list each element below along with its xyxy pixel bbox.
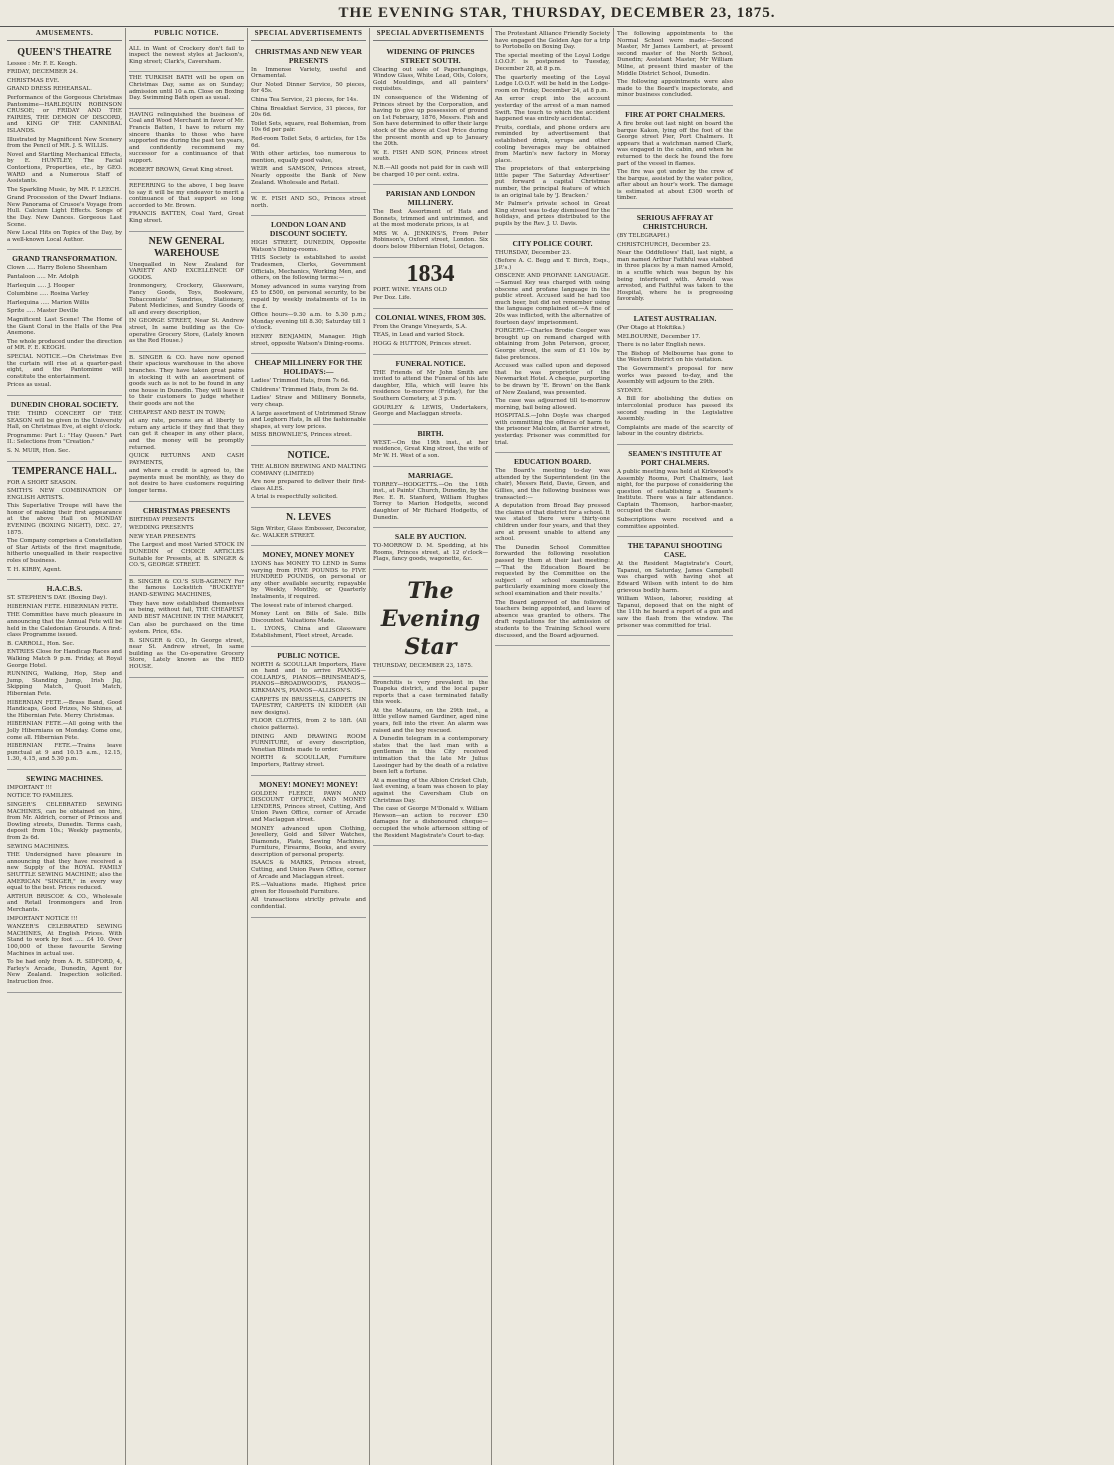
text-paragraph: NEW YEAR PRESENTS (129, 533, 196, 540)
text-paragraph: B. SINGER & CO., In George street, near St. Andrew street, In same building as the Co-operative Grocery Store, Lately known as the RED HOUSE. (129, 637, 244, 670)
text-paragraph: THE TURKISH BATH will be open on Christmas Day, same as on Sunday; admission until 10 a.m. Close on Boxing Day. Swimming Bath open as usual. (129, 75, 244, 102)
text-paragraph: Unequalled in New Zealand for VARIETY AND EXCELLENCE OF GOODS. (129, 261, 244, 281)
text-paragraph: Illustrated by Magnificent New Scenery from the Pencil of MR. J. S. WILLIS. (7, 136, 122, 150)
text-paragraph: TEAS, in Lead and varied Stock. (373, 332, 465, 339)
text-paragraph: MISS BROWNLIE'S, Princes street. (251, 432, 352, 439)
text-paragraph: and where a credit is agreed to, the payments must be monthly, as they do not desire to have customers requiring longer terms. (129, 468, 244, 495)
text-paragraph: Accused was called upon and deposed that he was proprietor of the Newmarket Hotel. A cheque, purporting to be drawn by 'E. Brown' on the Bank of New Zealand, was presented. (495, 363, 610, 396)
advertisement-block (129, 352, 244, 502)
text-paragraph: THE THIRD CONCERT OF THE SEASON will be given in the University Hall, on Christmas Eve, at eight o'clock. (7, 410, 122, 431)
text-paragraph: SPECIAL NOTICE.—On Christmas Eve the curtain will rise at a quarter-past eight, and the Pantomime will constitute the entertainment. (7, 353, 122, 380)
advertisement-title: BIRTH. (417, 428, 444, 438)
advertisement-body (251, 378, 366, 439)
text-paragraph: TO-MORROW D. M. Spedding, at his Rooms, Princes street, at 12 o'clock—Flags, fancy goods, wagonette, &c. (373, 543, 488, 563)
advertisement-body (251, 662, 366, 769)
text-paragraph: Columbine ..... Rosina Varley (7, 291, 89, 298)
advertisement-block (373, 185, 488, 258)
text-paragraph: WANZER'S CELEBRATED SEWING MACHINES, At English Prices. With Stand to work by foot ..... £4 10. Over 100,000 of these favourite Sewing Machines in actual use. (7, 924, 122, 957)
text-paragraph: LYONS has MONEY TO LEND in Sums varying from FIVE POUNDS to FIVE HUNDRED POUNDS, on personal or any other available security, repayable by Weekly, Monthly, or Quarterly Instalments, if required. (251, 561, 366, 601)
advertisement-title: SEAMEN'S INSTITUTE AT PORT CHALMERS. (628, 448, 722, 467)
text-paragraph: The Company comprises a Constellation of Star Artists of the first magnitude, hitherto unequalled in their respective roles of business. (7, 538, 122, 565)
advertisement-body (617, 469, 733, 530)
text-paragraph: They have now established themselves as being, without fail, THE CHEAPEST AND BEST MACHINE IN THE MARKET, (129, 600, 244, 620)
advertisement-title: PARISIAN AND LONDON MILLINERY. (385, 189, 476, 208)
advertisement-block (7, 396, 122, 462)
text-paragraph: NORTH & SCOULLAR, Furniture Importers, Rattray street. (251, 755, 366, 768)
text-paragraph: WEST.—On the 19th inst., at her residence, Great King street, the wife of Mr W. H. West of a son. (373, 439, 488, 459)
text-paragraph: T. H. KIRBY, Agent. (7, 566, 62, 573)
text-paragraph: CHEAPEST AND BEST IN TOWN; (129, 409, 226, 416)
text-paragraph: W. E. FISH AND SON, Princes street south. (373, 149, 488, 163)
text-paragraph: Bronchitis is very prevalent in the Tuapeka district, and the local paper reports that a case terminated fatally this week. (373, 679, 488, 706)
text-paragraph: A fire broke out last night on board the barque Kakon, lying off the foot of the George street Pier, Port Chalmers. It appears that a watchman named Clark, was engaged in the cabin, and when he returned to the deck he found the fore part of the vessel in flames. (617, 120, 733, 167)
text-paragraph: In Immense Variety, useful and Ornamental. (251, 66, 366, 80)
text-paragraph: GRAND DRESS REHEARSAL. (7, 86, 92, 93)
text-paragraph: Mr Palmer's private school in Great King street was to-day dismissed for the holidays, and prizes distributed to the pupils by the Rev. J. U. Davis. (495, 201, 610, 228)
advertisement-block (251, 446, 366, 508)
text-paragraph: FORGERY.—Charles Brodie Cooper was brought up on remand charged with obtaining from John Peterson, grocer, George street, the sum of £1 10s by false pretences. (495, 328, 610, 361)
text-paragraph: FRANCIS BATTEN, Coal Yard, Great King street. (129, 211, 244, 225)
text-paragraph: The special meeting of the Loyal Lodge I.O.O.F. is postponed to Tuesday, December 28, at 8 p.m. (495, 52, 610, 72)
advertisement-body (129, 75, 244, 101)
advertisement-title: H.A.C.B.S. (46, 584, 83, 594)
advertisement-body (129, 579, 244, 671)
text-paragraph: SYDNEY. (617, 387, 643, 394)
advertisement-title: LATEST AUSTRALIAN. (633, 314, 717, 323)
advertisement-block (373, 677, 488, 847)
text-paragraph: The Dunedin School Committee forwarded the following resolution passed by them at their last meeting:—'That the Education Board be requested by the Committee on the subject of school examinations, particularly examining more closely the school examination and their results.' (495, 544, 610, 597)
text-paragraph: HOGG & HUTTON, Princes street. (373, 341, 472, 348)
advertisement-block (617, 445, 733, 537)
advertisement-body (373, 209, 488, 251)
advertisement-block (129, 43, 244, 73)
text-paragraph: A Dunedin telegram in a contemporary states that the last man with a gentleman in this City received intimation that the late Mr Julius Lassinger had by the death of a relative been left a fortune. (373, 736, 488, 776)
text-paragraph: Grand Procession of the Dwarf Indians. New Panorama of Crusoe's Voyage from Hull. Calcium Light Effects. Songs of the Day. New Dances. Gorgeous Last Scene. (7, 195, 122, 228)
advertisement-title: NEW GENERAL WAREHOUSE (148, 235, 225, 259)
text-paragraph: The Board approved of the following teachers being appointed, and leave of absence was granted to others. The draft regulations for the admission of students to the Training School were discussed, and the Board adjourned. (495, 599, 610, 639)
text-paragraph: THURSDAY, December 23. (495, 249, 571, 256)
text-paragraph: CARPETS IN BRUSSELS, CARPETS IN TAPESTRY, CARPETS IN KIDDER (All new designs). (251, 696, 366, 716)
text-paragraph: REFERRING to the above, I beg leave to say it will be my endeavor to merit a continuance of that support so long accorded to Mr. Brown. (129, 183, 244, 209)
advertisement-body (373, 663, 488, 670)
advertisement-body (495, 250, 610, 447)
advertisement-title: THE TAPANUI SHOOTING CASE. (627, 541, 723, 560)
text-paragraph: The following appointments to the Normal School were made:—Second Master, Mr James Lambert, at present second master of the North School, Dunedin; Assistant Master, Mr William Milne, at present third master of the Middle District School, Dunedin. (617, 31, 733, 77)
text-paragraph: Our Noted Dinner Service, 50 pieces, for 45s. (251, 81, 366, 95)
text-paragraph: Harlequina ..... Marion Willis (7, 299, 90, 306)
text-paragraph: The case was adjourned till to-morrow morning, bail being allowed. (495, 398, 610, 411)
text-paragraph: ENTRIES Close for Handicap Races and Walking Match 9 p.m. Friday, at Royal George Hotel. (7, 649, 122, 669)
text-paragraph: The Sparkling Music, by MR. F. LEECH. (7, 186, 121, 193)
advertisement-block (251, 43, 366, 194)
text-paragraph: IMPORTANT NOTICE !!! (7, 915, 78, 922)
advertisement-block (373, 570, 488, 677)
text-paragraph: THIS Society is established to assist Tradesmen, Clerks, Government Officials, Mechanics, Working Men, and others, on the following terms:— (251, 255, 366, 282)
text-paragraph: NORTH & SCOULLAR Importers, Have on hand and to arrive PIANOS—COLLARD'S, PIANOS—BRINSMEAD'S, PIANOS—BROADWOOD'S, PIANOS—KIRKMAN'S, PIANOS—ALLISON'S. (251, 661, 366, 694)
text-paragraph: SEWING MACHINES. (7, 843, 70, 850)
text-paragraph: CHRISTCHURCH, December 23. (617, 241, 711, 248)
advertisement-block (129, 180, 244, 232)
text-paragraph: ISAACS & MARKS, Princes street, Cutting, and Union Pawn Office, corner of Arcade and Maclaggan street. (251, 860, 366, 880)
advertisement-body (373, 370, 488, 418)
advertisement-block (251, 776, 366, 918)
column-heading: AMUSEMENTS. (7, 28, 122, 41)
text-paragraph: Near the Oddfellows' Hall, last night, a man named Arthur Faithful was stabbed in three places by a man named Arnold, in a scuffle which was begun by his being interfered with. Arnold was arrested, and Faithful was taken to the Hospital, where he is progressing favorably. (617, 250, 733, 303)
advertisement-block (373, 355, 488, 425)
advertisement-body (251, 67, 366, 187)
text-paragraph: Novel and Startling Mechanical Effects, by E. HUNTLEY; The Facial Contortions, Properties, etc., by GEO. WARD and a Numerous Staff of Assistants. (7, 151, 122, 185)
text-paragraph: The fire was got under by the crew of the barque, assisted by the water police, after about an hour's work. The damage is estimated at about £300 worth of timber. (617, 169, 733, 202)
advertisement-title: FUNERAL NOTICE. (395, 358, 466, 368)
column-3 (248, 28, 370, 1465)
text-paragraph: HOSPITALS.—John Doyle was charged with committing the offence of harm to the prisoner Malcolm, at Barrier street, yesterday. Prisoner was committed for trial. (495, 413, 610, 446)
text-paragraph: The Board's meeting to-day was attended by the Superintendent (in the chair), Messrs Reid, Davie, Green, and Gillies, and the following business was transacted:— (495, 468, 610, 501)
advertisement-block (373, 425, 488, 467)
advertisement-body (251, 791, 366, 911)
text-paragraph: The lowest rate of interest charged. (251, 602, 353, 609)
text-paragraph: The quarterly meeting of the Loyal Lodge I.O.O.F. will be held in the Lodge-room on Friday, December 24, at 8 p.m. (495, 74, 610, 94)
text-paragraph: The Bishop of Melbourne has gone to the Western District on his visitation. (617, 350, 733, 364)
column-4 (370, 28, 492, 1465)
text-paragraph: (BY TELEGRAPH.) (617, 233, 670, 240)
advertisement-block (495, 28, 610, 235)
column-6 (614, 28, 736, 1465)
text-paragraph: To be had only from A. R. SIDFORD, 4, Farley's Arcade, Dunedin, Agent for New Zealand. Inspection solicited. Instruction free. (7, 959, 122, 985)
column-1 (4, 28, 126, 1465)
text-paragraph: ST. STEPHEN'S DAY. (Boxing Day). (7, 595, 108, 602)
advertisement-title: CITY POLICE COURT. (512, 238, 593, 248)
text-paragraph: With other articles, too numerous to mention, equally good value, (251, 151, 366, 164)
text-paragraph: SMITH'S NEW COMBINATION OF ENGLISH ARTISTS. (7, 488, 122, 501)
advertisement-title: TEMPERANCE HALL. (12, 465, 117, 477)
advertisement-title: NOTICE. (287, 449, 330, 461)
text-paragraph: Clown ..... Harry Boleno Sheenham (7, 265, 107, 272)
advertisement-body (617, 325, 733, 438)
text-paragraph: The whole produced under the direction of MR. F. E. KEOGH. (7, 338, 122, 352)
advertisement-block (129, 109, 244, 180)
text-paragraph: GOURLEY & LEWIS, Undertakers, George and Maclaggan streets. (373, 404, 488, 418)
text-paragraph: L. LYONS, China and Glassware Establishment, Fleet street, Arcade. (251, 626, 366, 640)
text-paragraph: FRIDAY, DECEMBER 24. (7, 69, 78, 76)
advertisement-title: SEWING MACHINES. (26, 773, 103, 783)
text-paragraph: Pantaloon ..... Mr. Adolph (7, 274, 79, 281)
advertisement-body (7, 411, 122, 455)
advertisement-body (373, 287, 488, 302)
text-paragraph: Ladies' Trimmed Hats, from 7s 6d. (251, 378, 350, 385)
advertisement-body (373, 482, 488, 522)
text-paragraph: at any rate, persons are at liberty to return any article if they find that they can get it cheaper in any other place, and the money will be promptly returned. (129, 418, 244, 451)
text-paragraph: Can also be purchased on the time system. Price, 65s. (129, 622, 244, 635)
text-paragraph: Money advanced in sums varying from £5 to £500, on personal security, to be repaid by weekly instalments of 1s in the £. (251, 283, 366, 310)
advertisement-title: SERIOUS AFFRAY AT CHRISTCHURCH. (636, 213, 714, 232)
advertisement-title: FIRE AT PORT CHALMERS. (625, 109, 725, 119)
text-paragraph: BIRTHDAY PRESENTS (129, 516, 195, 523)
advertisement-block (617, 209, 733, 310)
advertisement-body (129, 46, 244, 66)
text-paragraph: Subscriptions were received and a committee appointed. (617, 517, 733, 530)
advertisement-block (617, 28, 733, 106)
advertisement-block (251, 193, 366, 216)
advertisement-block (129, 72, 244, 108)
advertisement-body (495, 31, 610, 228)
advertisement-body (373, 67, 488, 179)
advertisement-block (251, 354, 366, 446)
text-paragraph: B. SINGER & CO. have now opened their spacious warehouse in the above branches. They have taken great pains in stocking it with an assortment of goods such as is not to be found in any one house in Dunedin. They will leave it to their customers to judge whether their goods are not the (129, 354, 244, 407)
advertisement-block (251, 508, 366, 546)
text-paragraph: TORREY—HODGETTS.—On the 16th inst., at Paints' Church, Dunedin, by the Rev. E. R. Stanford, William Hughes Torrey to Marion Hodgetts, second daughter of Mr Richard Hodgetts, of Dunedin. (373, 481, 488, 521)
text-paragraph: Money Lent on Bills of Sale. Bills Discounted. Valuations Made. (251, 611, 366, 624)
advertisement-block (251, 216, 366, 354)
advertisement-block (7, 43, 122, 251)
advertisement-body (7, 265, 122, 389)
column-5 (492, 28, 614, 1465)
text-paragraph: Programme: Part I.: "Hay Queen." Part II.: Selections from "Creation." (7, 432, 122, 446)
advertisement-block (617, 106, 733, 209)
text-paragraph: Red-room Toilet Sets, 6 articles, for 15s 6d. (251, 135, 366, 149)
text-paragraph: CHRISTMAS EVE. (7, 77, 60, 84)
text-paragraph: Clearing out sale of Paperhangings, Window Glass, White Lead, Oils, Colors, Gold Mouldings, and all painters' requisites. (373, 66, 488, 93)
advertisement-body (251, 196, 366, 209)
columns-container (4, 28, 1110, 1465)
advertisement-block (129, 232, 244, 352)
text-paragraph: William Wilson, laborer, residing at Tapanui, deposed that on the night of the 11th he heard a report of a gun and saw the flash from the window. The prisoner was committed for trial. (617, 596, 733, 629)
advertisement-title: PUBLIC NOTICE. (277, 650, 340, 660)
advertisement-block (7, 580, 122, 770)
text-paragraph: (Per Otago at Hokitika.) (617, 325, 685, 331)
text-paragraph: THE ALBION BREWING AND MALTING COMPANY (LIMITED) (251, 463, 366, 477)
advertisement-title: LONDON LOAN AND DISCOUNT SOCIETY. (269, 220, 348, 239)
text-paragraph: OBSCENE AND PROFANE LANGUAGE.—Samuel Key was charged with using obscene and profane language in the public street. Accused said he had too much beer, but did not remember using the language complained of.—A fine of 20s was inflicted, with the alternative of fourteen days' imprisonment. (495, 273, 610, 326)
text-paragraph: The Government's proposal for new works was passed to-day, and the Assembly will adjourn to the 29th. (617, 365, 733, 386)
text-paragraph: Magnificent Last Scene! The Home of the Giant Coral in the Halls of the Pea Anemone. (7, 317, 122, 337)
advertisement-body (251, 240, 366, 347)
text-paragraph: (Before A. C. Begg and T. Birch, Esqs., J.P.'s.) (495, 258, 610, 271)
advertisement-body (373, 324, 488, 348)
text-paragraph: A deputation from Broad Bay pressed the claims of that district for a school. It was stated there were thirty-one children under four years, and that they are at present unable to attend any school. (495, 503, 610, 543)
advertisement-block (129, 576, 244, 678)
text-paragraph: THE Friends of Mr John Smith are invited to attend the Funeral of his late daughter, Ella, which will leave his residence to-morrow (Friday), for the Southern Cemetery, at 3 p.m. (373, 369, 488, 402)
text-paragraph: Lessee : Mr. F. E. Keogh. (7, 60, 78, 67)
text-paragraph: MONEY advanced upon Clothing, Jewellery, Gold and Silver Watches, Diamonds, Plate, Sewing Machines, Furniture, Firearms, Books, and every description of personal property. (251, 825, 366, 858)
column-heading: SPECIAL ADVERTISEMENTS (373, 28, 488, 41)
text-paragraph: Sprite ..... Master Deville (7, 308, 79, 315)
advertisement-body (7, 595, 122, 763)
advertisement-body (373, 543, 488, 563)
text-paragraph: WEIR and SAMSON, Princes street, Nearly opposite the Bank of New Zealand. Wholesale and Retail. (251, 166, 366, 186)
text-paragraph: The following appointments were also made to the Board's inspectorate, and minor business concluded. (617, 79, 733, 99)
text-paragraph: THE Committee have much pleasure in announcing that the Annual Fete will be held in the Caledonian Grounds. A first-class Programme issued. (7, 612, 122, 639)
advertisement-body (373, 680, 488, 840)
advertisement-block (7, 250, 122, 396)
advertisement-block (373, 258, 488, 309)
text-paragraph: Ironmongery, Crockery, Glassware, Fancy Goods, Toys, Bookware, Tobacconists' Sundries, Stationery, Patent Medicines, and Sundry Goods of all and every description, (129, 283, 244, 316)
text-paragraph: A large assortment of Untrimmed Straw and Leghorn Hats, In all the fashionable shapes, at very low prices. (251, 410, 366, 430)
text-paragraph: MELBOURNE, December 17. (617, 333, 701, 340)
advertisement-body (617, 233, 733, 303)
text-paragraph: Fruits, cordials, and phone orders are reminded by advertisement that established drink, syrups and other cooling beverages may be obtained from Martin's new factory in Moray place. (495, 124, 610, 164)
advertisement-block (251, 546, 366, 647)
text-paragraph: HAVING relinquished the business of Coal and Wood Merchant in favor of Mr. Francis Batten, I have to return my sincere thanks to those who have supported me during the past ten years, and confidently recommend my successor for a continuance of that support. (129, 111, 244, 164)
newspaper-nameplate: The Evening Star (380, 577, 481, 660)
advertisement-title: GRAND TRANSFORMATION. (12, 254, 117, 264)
text-paragraph: S. N. MUIR, Hon. Sec. (7, 447, 71, 454)
text-paragraph: Toilet Sets, square, real Bohemian, from 10s 6d per pair. (251, 120, 366, 134)
text-paragraph: Harlequin ..... J. Hooper (7, 282, 75, 289)
text-paragraph: At the Mataura, on the 29th inst., a little yellow named Gardiner, aged nine years, fell into the river. An alarm was raised and the boy rescued. (373, 707, 488, 734)
text-paragraph: From the Orange Vineyards, S.A. (373, 323, 467, 330)
advertisement-body (7, 61, 122, 244)
text-paragraph: FLOOR CLOTHS, from 2 to 18ft. (All choice patterns). (251, 718, 366, 731)
text-paragraph: ROBERT BROWN, Great King street. (129, 166, 234, 173)
text-paragraph: All transactions strictly private and confidential. (251, 897, 366, 911)
advertisement-body (495, 468, 610, 639)
advertisement-block (129, 502, 244, 576)
advertisement-block (373, 467, 488, 529)
text-paragraph: The proprietors of that enterprising little paper 'The Saturday Advertiser' put forward a capital Christmas number, the principal feature of which is an original tale by 'J. Bracken.' (495, 166, 610, 199)
text-paragraph: At the Resident Magistrate's Court, Tapanui, on Saturday, James Campbell was charged with having shot at Edward Wilson with intent to do him grievous bodily harm. (617, 561, 733, 594)
column-heading: PUBLIC NOTICE. (129, 28, 244, 41)
advertisement-block (373, 309, 488, 355)
text-paragraph: FOR A SHORT SEASON. (7, 479, 77, 486)
text-paragraph: An error crept into the account yesterday of the arrest of a man named Swift. The touch to which the accident happened was entirely accidental. (495, 96, 610, 123)
text-paragraph: Complaints are made of the scarcity of labour in the country districts. (617, 424, 733, 438)
advertisement-title: MONEY, MONEY MONEY (262, 550, 355, 560)
advertisement-title: MONEY! MONEY! MONEY! (259, 779, 358, 789)
advertisement-block (7, 770, 122, 993)
advertisement-body (617, 31, 733, 99)
advertisement-body (129, 517, 244, 569)
text-paragraph: IMPORTANT !!! (7, 784, 53, 791)
advertisement-block (251, 647, 366, 776)
text-paragraph: W. E. FISH AND SO., Princes street north. (251, 196, 366, 209)
advertisement-body (251, 464, 366, 501)
text-paragraph: GOLDEN FLEECE PAWN AND DISCOUNT OFFICE, AND MONEY LENDERS, Princes street, Cutting, And Union Pawn Office, corner of Arcade and Maclaggan street. (251, 790, 366, 823)
text-paragraph: QUICK RETURNS AND CASH PAYMENTS, (129, 453, 244, 466)
masthead-title: THE EVENING STAR, THURSDAY, DECEMBER 23, 1875. (338, 4, 776, 21)
advertisement-body (7, 480, 122, 574)
advertisement-block (373, 43, 488, 186)
text-paragraph: P.S.—Valuations made. Highest price given for Household Furniture. (251, 882, 366, 895)
column-2 (126, 28, 248, 1465)
port-wine-year: 1834 (406, 260, 455, 287)
advertisement-body (617, 561, 733, 629)
text-paragraph: HIBERNIAN FETE.—Brass Band, Good Handicaps, Good Prizes, No Shines, at the Hibernian Fete. Merry Christmas. (7, 699, 122, 719)
text-paragraph: RUNNING, Walking, Hop, Step and Jump, Standing Jump, Irish Jig, Skipping Match, Quoit Match, Hibernian Fete. (7, 671, 122, 697)
advertisement-body (617, 121, 733, 202)
advertisement-title: EDUCATION BOARD. (513, 457, 592, 467)
text-paragraph: MRS W. A. JENKINS'S, From Peter Robinson's, Oxford street, London. Six doors below Hibernian Hotel, Octagon. (373, 230, 488, 251)
text-paragraph: PORT. WINE. YEARS OLD (373, 286, 447, 293)
advertisement-body (373, 440, 488, 460)
text-paragraph: A Bill for abolishing the duties on intercolonial produce has passed its second reading in the Legislative Assembly. (617, 396, 733, 423)
text-paragraph: B. SINGER & CO.'S SUB-AGENCY For the famous Lockstitch "BUCKEYE" HAND-SEWING MACHINES, (129, 578, 244, 598)
text-paragraph: N.B.—All goods not paid for in cash will be charged 10 per cent. extra. (373, 164, 488, 178)
advertisement-title: CHRISTMAS PRESENTS (142, 505, 231, 515)
text-paragraph: THE Undersigned have pleasure in announcing that they have received a new Supply of the ROYAL FAMILY SHUTTLE SEWING MACHINE; also the AMERICAN "SINGER," in every way equal to the best. Prices reduced. (7, 852, 122, 892)
advertisement-block (373, 528, 488, 570)
text-paragraph: B. CARROLL, Hon. Sec. (7, 640, 75, 647)
text-paragraph: NOTICE TO FAMILIES. (7, 793, 74, 800)
text-paragraph: Prices as usual. (7, 382, 52, 389)
advertisement-body (251, 526, 366, 539)
text-paragraph: Per Doz. Life. (373, 295, 412, 302)
advertisement-block (495, 235, 610, 454)
text-paragraph: ARTHUR BRISCOE & CO., Wholesale and Retail Ironmongers and Iron Merchants. (7, 893, 122, 913)
advertisement-body (129, 112, 244, 173)
advertisement-block (7, 462, 122, 581)
text-paragraph: Are now prepared to deliver their first-class ALES. (251, 479, 366, 492)
text-paragraph: HIBERNIAN FETE.—All going with the Jolly Hibernians on Monday. Come one, come all. Hibernian Fete. (7, 721, 122, 741)
advertisement-block (495, 453, 610, 646)
masthead (0, 0, 1114, 27)
text-paragraph: A trial is respectfully solicited. (251, 494, 338, 501)
text-paragraph: At a meeting of the Albion Cricket Club, last evening, a team was chosen to play against the Caversham Club on Christmas Day. (373, 777, 488, 804)
advertisement-title: MARRIAGE. (408, 470, 453, 480)
text-paragraph: IN consequence of the Widening of Princes street by the Corporation, and having to give up possession of ground on 1st February, 1876, Messrs. Fish and Son have determined to offer their large stock of the above at Cost Price during the present month and up to January the 20th. (373, 94, 488, 148)
text-paragraph: There is no later English news. (617, 342, 706, 349)
text-paragraph: HIBERNIAN FETE.—Trains leave punctual at 9 and 10.15 a.m., 12.15, 1.30, 4.15, and 5.30 p.m. (7, 743, 122, 763)
text-paragraph: Sign Writer, Glass Embosser, Decorator, &c. WALKER STREET. (251, 525, 366, 539)
text-paragraph: DINING AND DRAWING ROOM FURNITURE, of every description, Venetian Blinds made to order. (251, 733, 366, 753)
text-paragraph: IN GEORGE STREET, Near St. Andrew street, In same building as the Co-operative Grocery Store, (Lately known as the Red House.) (129, 318, 244, 345)
advertisement-title: N. LEVES (285, 511, 331, 523)
text-paragraph: China Tea Service, 21 pieces, for 14s. (251, 96, 358, 103)
advertisement-body (129, 355, 244, 495)
text-paragraph: WEDDING PRESENTS (129, 525, 194, 532)
advertisement-title: COLONIAL WINES, FROM 30S. (375, 312, 486, 322)
text-paragraph: China Breakfast Service, 31 pieces, for 20s 6d. (251, 105, 366, 119)
text-paragraph: HIBERNIAN FETE. HIBERNIAN FETE. (7, 603, 119, 610)
advertisement-title: SALE BY AUCTION. (394, 532, 467, 542)
text-paragraph: ALL in Want of Crockery don't fail to inspect the newest styles at Jackson's, King street; Clark's, Caversham. (129, 45, 244, 65)
text-paragraph: Ladies' Straw and Millinery Bonnets, very cheap. (251, 395, 366, 408)
advertisement-title: CHRISTMAS AND NEW YEAR PRESENTS (255, 46, 362, 65)
text-paragraph: The Protestant Alliance Friendly Society have engaged the Golden Age for a trip to Portobello on Boxing Day. (495, 31, 610, 51)
advertisement-title: WIDENING OF PRINCES STREET SOUTH. (386, 46, 475, 65)
text-paragraph: Childrens' Trimmed Hats, from 3s 6d. (251, 386, 359, 393)
text-paragraph: The Largest and most Varied STOCK IN DUNEDIN of CHOICE ARTICLES Suitable for Presents, at B. SINGER & CO.'S, GEORGE STREET. (129, 542, 244, 569)
advertisement-block (617, 310, 733, 445)
advertisement-title: CHEAP MILLINERY FOR THE HOLIDAYS:— (254, 358, 363, 377)
text-paragraph: New Local Hits on Topics of the Day, by a well-known Local Author. (7, 230, 122, 243)
column-heading: SPECIAL ADVERTISEMENTS (251, 28, 366, 41)
text-paragraph: Performance of the Gorgeous Christmas Pantomime—HARLEQUIN ROBINSON CRUSOE; or FRIDAY AND THE FAIRIES, THE DEMON OF DISCORD, and KING OF THE CANNIBAL ISLANDS. (7, 94, 122, 134)
text-paragraph: A public meeting was held at Kirkwood's Assembly Rooms, Port Chalmers, last night, for the purpose of considering the question of establishing a Seamen's Institute. There was a fair attendance. Captain Thomson, harbor-master, occupied the chair. (617, 468, 733, 515)
advertisement-body (129, 183, 244, 225)
text-paragraph: The case of George M'Donald v. William Hewson—an action to recover £50 damages for a dishonoured cheque—occupied the whole afternoon sitting of the Resident Magistrate's Court to-day. (373, 806, 488, 839)
text-paragraph: SINGER'S CELEBRATED SEWING MACHINES, can be obtained on hire, from Mr. Aldrich, corner of Princes and Dowling streets, Dunedin. Terms cash, deposit from 10s.; Weekly payments, from 2s 6d. (7, 802, 122, 842)
advertisement-block (617, 537, 733, 636)
advertisement-title: QUEEN'S THEATRE (17, 46, 112, 58)
text-paragraph: This Superlative Troupe will have the honor of making their first appearance at the above Hall on MONDAY EVENING (BOXING NIGHT), DEC. 27, 1875. (7, 503, 122, 536)
text-paragraph: THURSDAY, DECEMBER 23, 1875. (373, 662, 473, 669)
text-paragraph: The Best Assortment of Hats and Bonnets, trimmed and untrimmed, and at the most moderate prices, is at (373, 209, 488, 229)
text-paragraph: Office hours—9.30 a.m. to 5.30 p.m.; Monday evening till 8.30; Saturday till 1 o'clock. (251, 312, 366, 332)
text-paragraph: HENRY BENJAMIN, Manager. High street, opposite Watson's Dining-rooms. (251, 334, 366, 347)
advertisement-body (129, 262, 244, 345)
advertisement-title: DUNEDIN CHORAL SOCIETY. (10, 399, 119, 409)
advertisement-body (7, 785, 122, 986)
text-paragraph: HIGH STREET, DUNEDIN, Opposite Watson's Dining-rooms. (251, 240, 366, 253)
advertisement-body (251, 561, 366, 640)
